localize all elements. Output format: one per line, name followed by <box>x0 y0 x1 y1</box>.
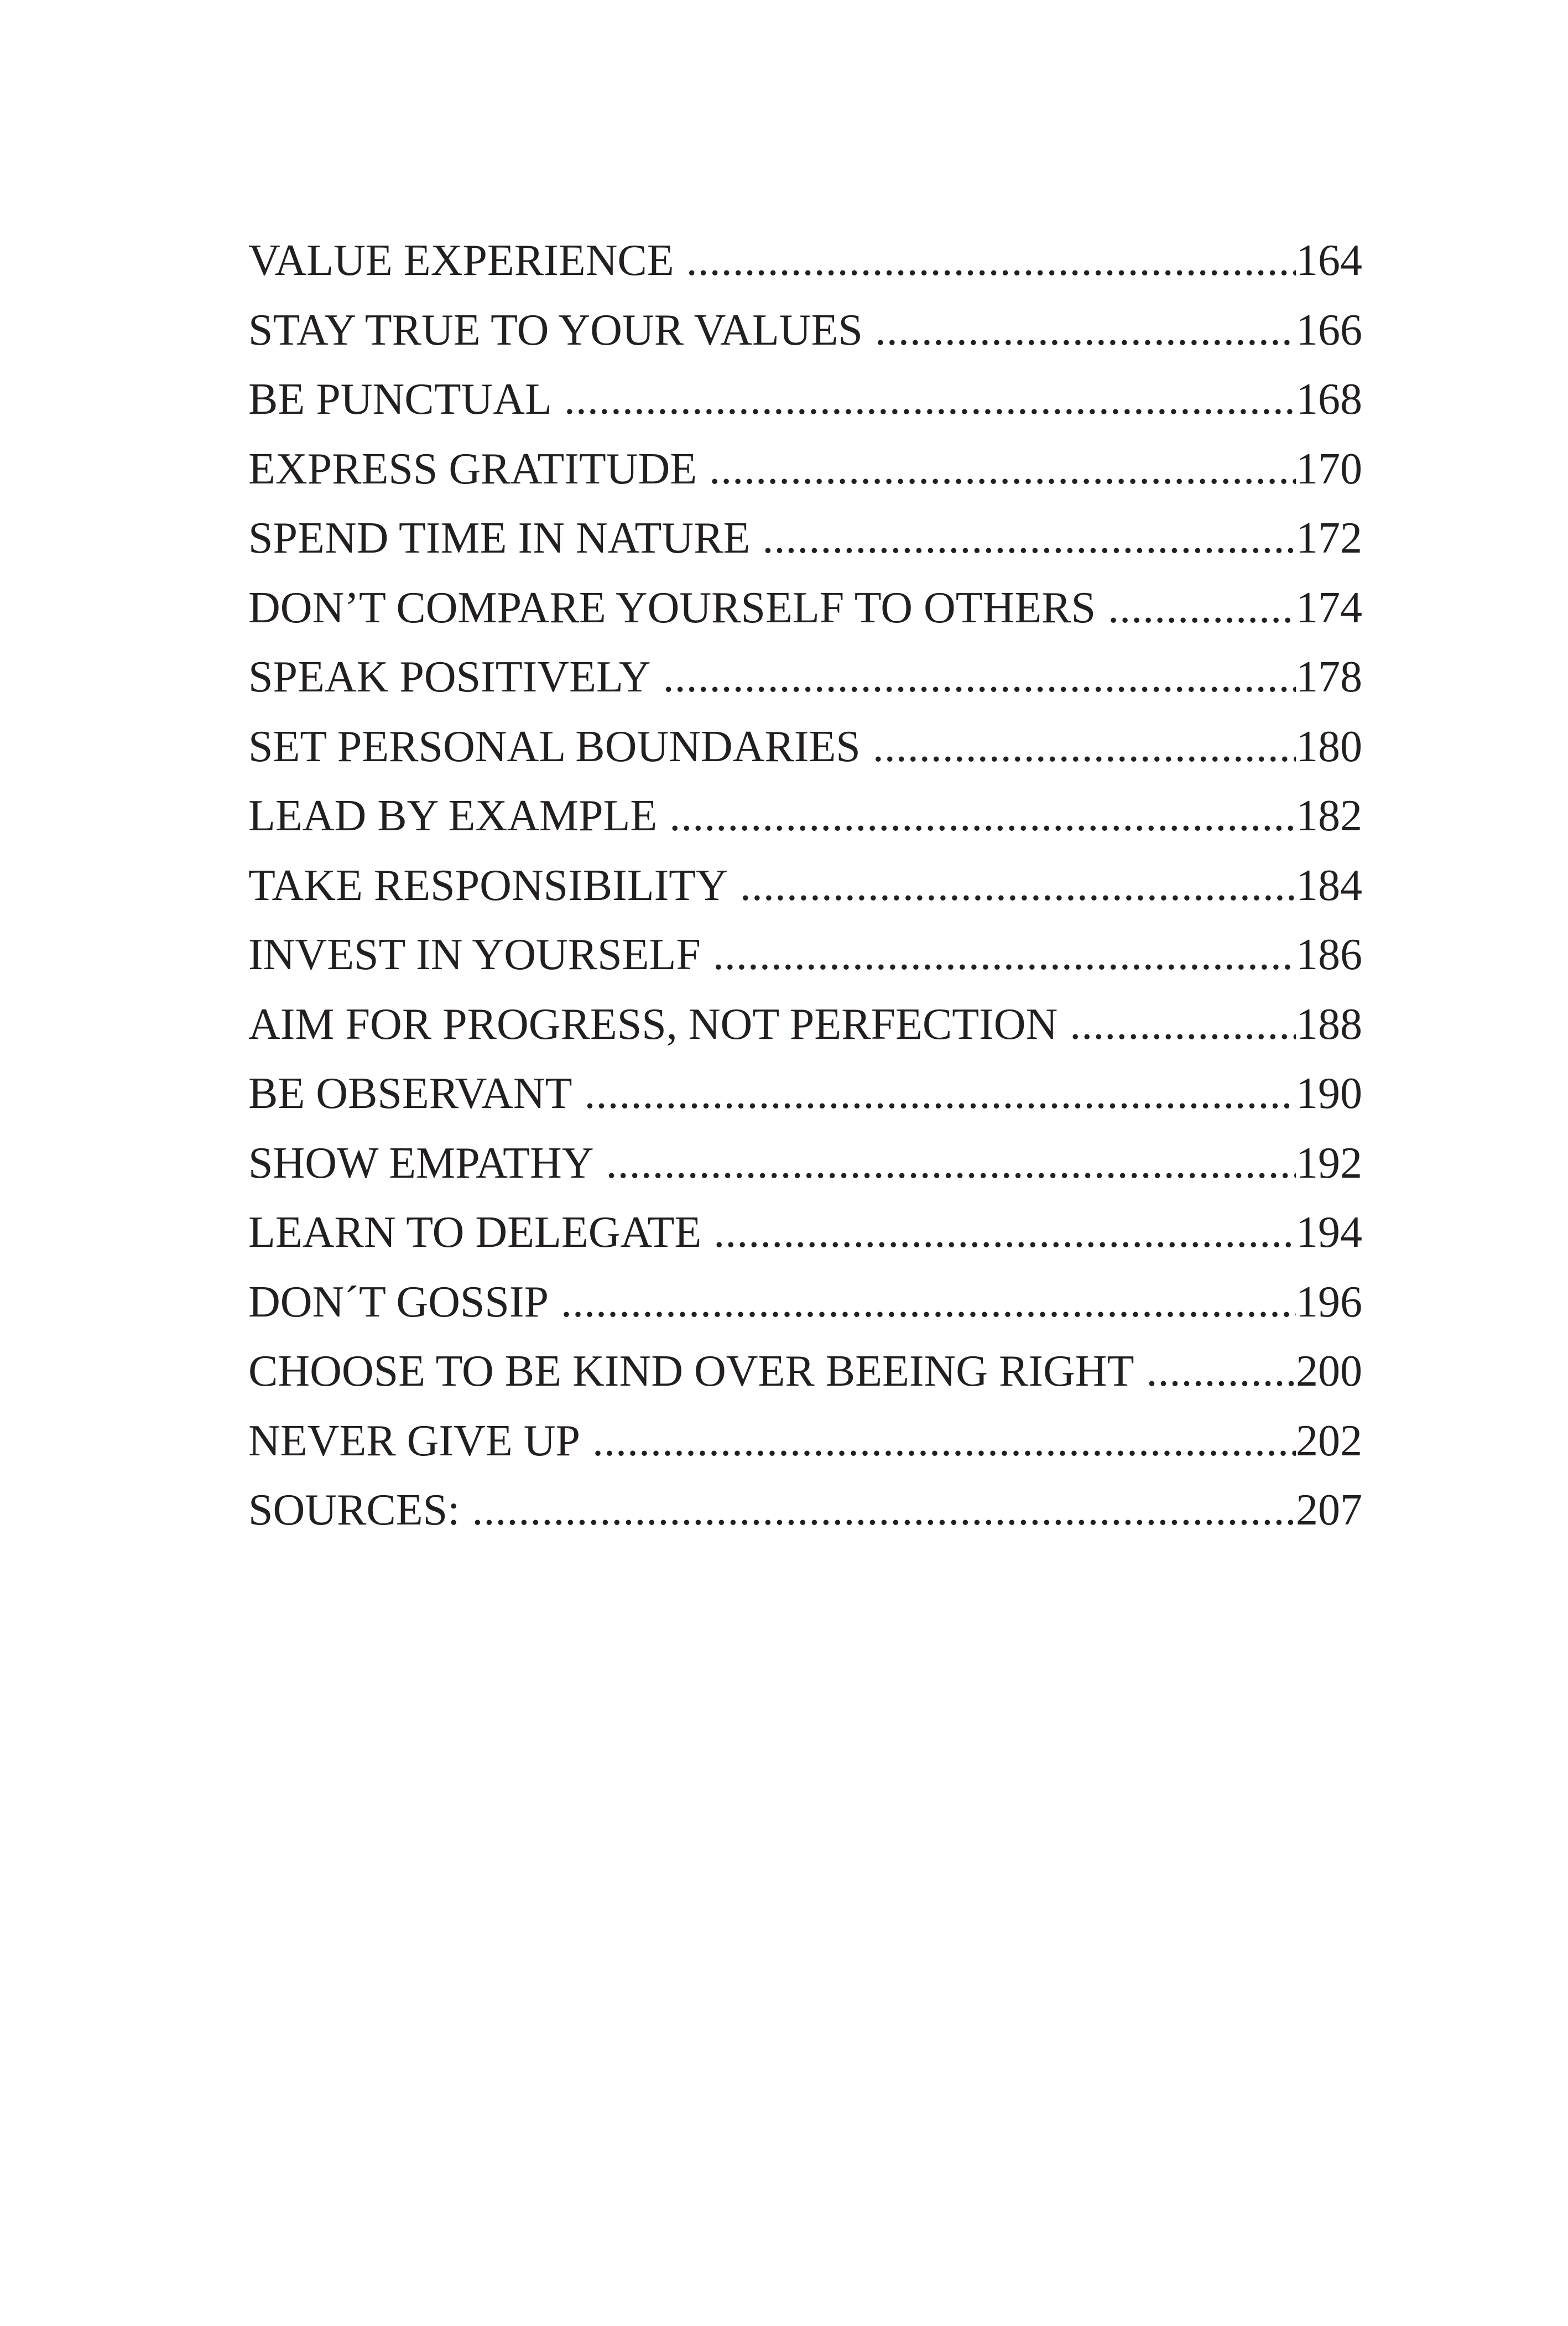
table-of-contents <box>248 236 1362 1555</box>
toc-entry-page: 170 <box>1296 444 1362 493</box>
dot-leader <box>713 930 1296 980</box>
toc-entry <box>248 1208 1362 1277</box>
toc-entry-title: VALUE EXPERIENCE <box>248 236 674 285</box>
toc-entry-page: 190 <box>1296 1069 1362 1118</box>
toc-entry-page: 166 <box>1296 305 1362 355</box>
toc-entry-page: 168 <box>1296 375 1362 424</box>
dot-leader <box>713 1208 1296 1258</box>
toc-entry-title: SET PERSONAL BOUNDARIES <box>248 722 861 771</box>
toc-entry <box>248 861 1362 930</box>
toc-entry-title: EXPRESS GRATITUDE <box>248 444 697 493</box>
toc-entry <box>248 791 1362 861</box>
toc-entry-title: SPEAK POSITIVELY <box>248 653 651 701</box>
toc-entry-title: LEAD BY EXAMPLE <box>248 792 658 840</box>
toc-entry-page: 207 <box>1296 1486 1362 1534</box>
dot-leader <box>762 513 1296 564</box>
dot-leader <box>1146 1346 1296 1397</box>
dot-leader <box>740 861 1296 911</box>
dot-leader <box>875 305 1296 356</box>
toc-entry <box>248 1346 1362 1416</box>
dot-leader <box>669 791 1296 841</box>
dot-leader <box>686 236 1296 286</box>
toc-entry-title: SPEND TIME IN NATURE <box>248 514 751 563</box>
dot-leader <box>585 1069 1296 1119</box>
toc-entry-page: 172 <box>1296 514 1362 563</box>
toc-entry-page: 192 <box>1296 1138 1362 1188</box>
toc-entry-page: 164 <box>1296 236 1362 285</box>
toc-entry <box>248 1138 1362 1208</box>
toc-entry <box>248 722 1362 792</box>
toc-entry-title: SHOW EMPATHY <box>248 1138 594 1188</box>
toc-entry-title: DON´T GOSSIP <box>248 1277 549 1326</box>
dot-leader <box>592 1416 1296 1466</box>
toc-entry <box>248 513 1362 583</box>
toc-entry <box>248 583 1362 653</box>
toc-entry-title: TAKE RESPONSIBILITY <box>248 861 728 910</box>
dot-leader <box>873 722 1296 772</box>
toc-entry <box>248 444 1362 514</box>
dot-leader <box>1070 1000 1296 1050</box>
dot-leader <box>663 652 1296 703</box>
toc-entry <box>248 652 1362 722</box>
toc-entry-title: NEVER GIVE UP <box>248 1416 580 1465</box>
toc-entry-page: 194 <box>1296 1208 1362 1257</box>
toc-entry-title: STAY TRUE TO YOUR VALUES <box>248 305 863 355</box>
toc-entry <box>248 1485 1362 1555</box>
toc-entry-title: BE OBSERVANT <box>248 1069 572 1118</box>
dot-leader <box>472 1485 1296 1536</box>
toc-entry-page: 186 <box>1296 930 1362 979</box>
toc-entry <box>248 374 1362 444</box>
toc-entry-title: BE PUNCTUAL <box>248 375 552 424</box>
toc-entry-title: INVEST IN YOURSELF <box>248 930 701 979</box>
toc-entry-page: 182 <box>1296 792 1362 840</box>
toc-entry-title: DON’T COMPARE YOURSELF TO OTHERS <box>248 583 1096 632</box>
toc-entry-title: SOURCES: <box>248 1486 460 1534</box>
toc-entry-title: CHOOSE TO BE KIND OVER BEEING RIGHT <box>248 1347 1134 1396</box>
toc-entry-page: 202 <box>1296 1416 1362 1465</box>
toc-entry-title: LEARN TO DELEGATE <box>248 1208 702 1257</box>
dot-leader <box>564 374 1296 425</box>
toc-entry-page: 188 <box>1296 1000 1362 1049</box>
dot-leader <box>1108 583 1296 633</box>
toc-entry <box>248 1069 1362 1138</box>
toc-entry-page: 200 <box>1296 1347 1362 1396</box>
dot-leader <box>709 444 1296 495</box>
toc-entry <box>248 1000 1362 1069</box>
toc-entry <box>248 236 1362 305</box>
dot-leader <box>561 1277 1296 1328</box>
toc-entry-page: 178 <box>1296 653 1362 701</box>
toc-entry-page: 196 <box>1296 1277 1362 1326</box>
toc-entry-title: AIM FOR PROGRESS, NOT PERFECTION <box>248 1000 1058 1049</box>
toc-entry <box>248 305 1362 375</box>
toc-entry-page: 184 <box>1296 861 1362 910</box>
toc-entry <box>248 930 1362 1000</box>
dot-leader <box>606 1138 1296 1189</box>
toc-entry <box>248 1277 1362 1347</box>
toc-entry-page: 174 <box>1296 583 1362 632</box>
toc-entry-page: 180 <box>1296 722 1362 771</box>
toc-entry <box>248 1416 1362 1486</box>
